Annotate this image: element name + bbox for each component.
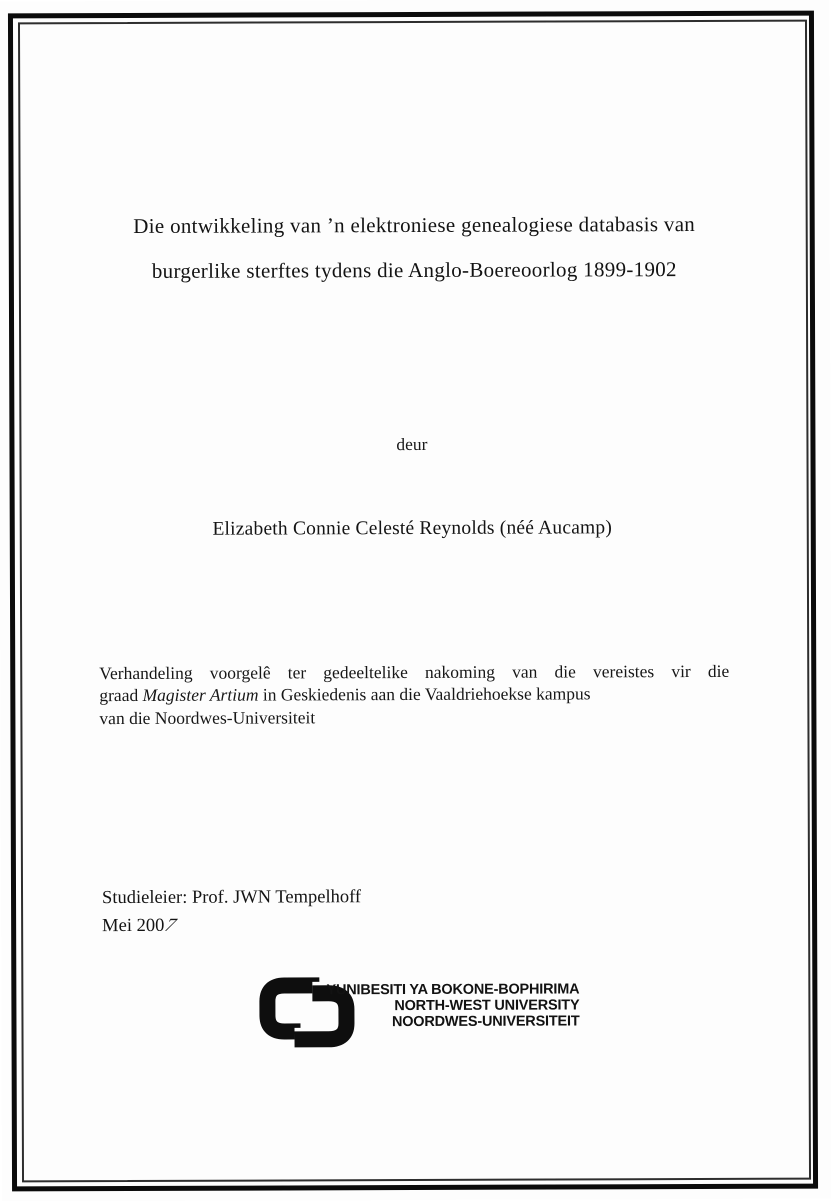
byline-deur: deur: [396, 433, 428, 455]
date-last-digit: 7: [160, 915, 181, 936]
nwu-logo-wordmark: [326, 981, 579, 1030]
logo-line-afrikaans: NOORDWES-UNIVERSITEIT: [391, 1013, 580, 1031]
title-line-2: burgerlike sterftes tydens die Anglo-Boereoorlog 1899-1902: [151, 257, 677, 283]
logo-line-setswana: YUNIBESITI YA BOKONE-BOPHIRIMA: [326, 981, 580, 999]
thesis-title: [39, 202, 790, 295]
statement-degree-name: Magister Artium: [142, 684, 259, 706]
date-prefix: Mei 200: [102, 915, 165, 936]
statement-line-2-post: in Geskiedenis aan die Vaaldriehoekse kampus: [258, 683, 591, 705]
statement-line-2: [99, 682, 729, 707]
statement-line-2-pre: graad: [99, 685, 143, 706]
date-line: [102, 912, 361, 940]
author-name: Elizabeth Connie Celesté Reynolds (néé Aucamp): [212, 517, 613, 540]
nwu-logo: [257, 969, 579, 1056]
supervisor-line: Studieleier: Prof. JWN Tempelhoff: [102, 887, 362, 909]
statement-line-3: van die Noordwes-Universiteit: [99, 707, 316, 728]
logo-line-english: NORTH-WEST UNIVERSITY: [394, 997, 580, 1015]
degree-statement: [99, 660, 729, 729]
statement-line-1: Verhandeling voorgelê ter gedeeltelike nakoming van die vereistes vir die: [99, 660, 730, 684]
supervisor-and-date: [102, 884, 361, 940]
title-line-1: Die ontwikkeling van ’n elektroniese genealogiese databasis van: [133, 212, 696, 238]
